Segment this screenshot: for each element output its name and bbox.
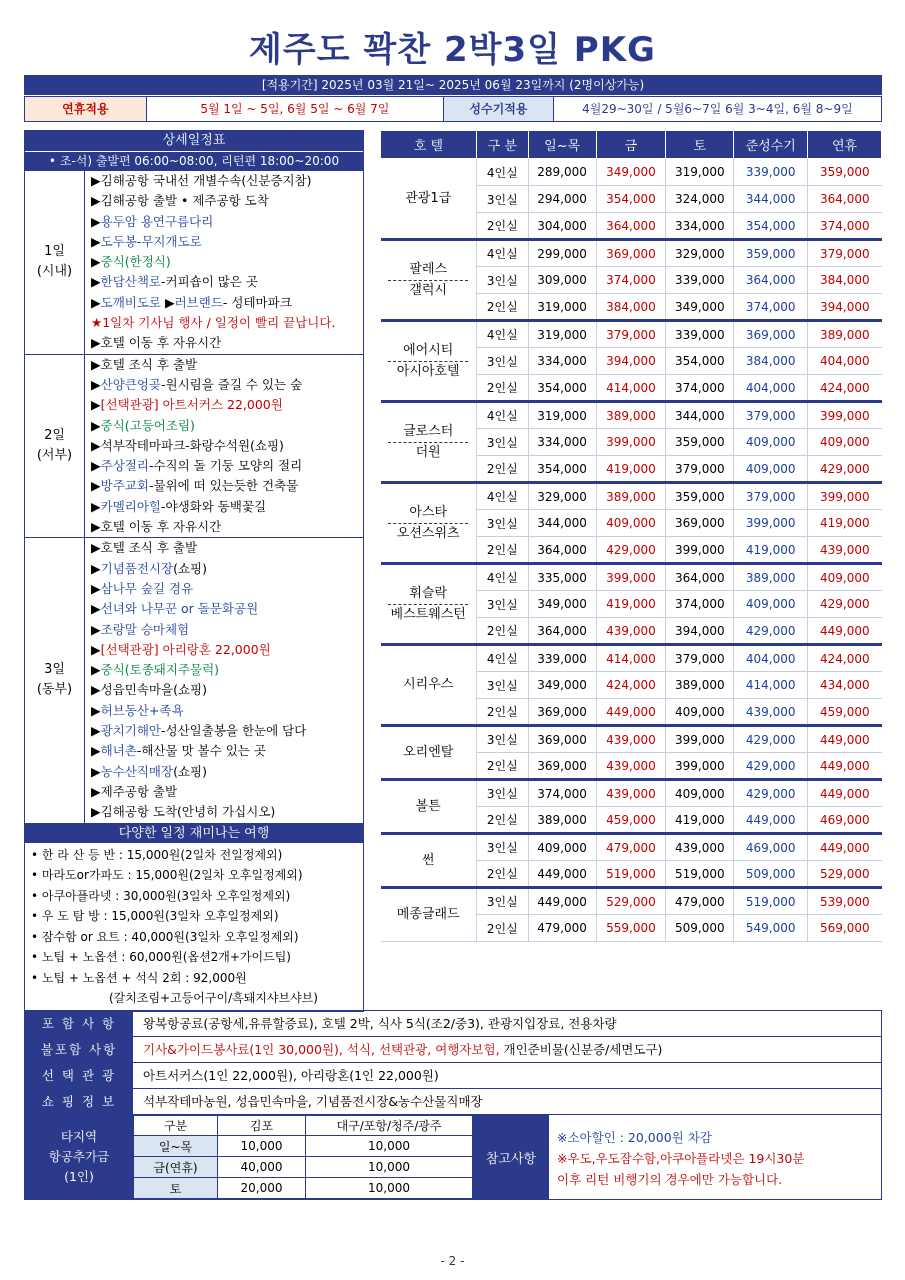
room-type: 3인실: [476, 888, 528, 915]
price-cell: 374,000: [666, 375, 734, 402]
list-item: ▶제주공항 출발: [91, 783, 178, 799]
price-cell: 399,000: [808, 402, 882, 429]
price-cell: 359,000: [666, 429, 734, 456]
price-cell: 449,000: [808, 726, 882, 753]
price-cell: 429,000: [734, 780, 808, 807]
price-cell: 449,000: [808, 618, 882, 645]
list-item: ▶호텔 이동 후 자유시간: [91, 519, 222, 535]
price-cell: 429,000: [734, 726, 808, 753]
price-cell: 389,000: [596, 483, 666, 510]
price-cell: 359,000: [808, 159, 882, 186]
price-cell: 319,000: [528, 321, 596, 348]
optional-value: 아트서커스(1인 22,000원), 아리랑혼(1인 22,000원): [143, 1068, 439, 1083]
price-cell: 399,000: [808, 483, 882, 510]
price-cell: 409,000: [734, 591, 808, 618]
price-cell: 369,000: [596, 240, 666, 267]
price-cell: 409,000: [734, 456, 808, 483]
list-item: ▶산양큰엉곶-원시림을 즐길 수 있는 숲: [91, 376, 303, 392]
price-cell: 419,000: [666, 807, 734, 834]
list-item: ▶김해공항 출발 • 제주공항 도착: [91, 193, 269, 209]
price-cell: 379,000: [596, 321, 666, 348]
col-header: 연휴: [808, 131, 882, 159]
price-cell: 449,000: [528, 888, 596, 915]
list-item: • 노팁 + 노옵션 : 60,000원(옵션2개+가이드팁): [31, 950, 291, 964]
optional-row: [25, 1063, 881, 1089]
room-type: 4인실: [476, 483, 528, 510]
price-cell: 349,000: [666, 294, 734, 321]
col-header: 김포: [218, 1116, 306, 1136]
col-header: 구 분: [476, 131, 528, 159]
price-cell: 294,000: [528, 186, 596, 213]
price-cell: 374,000: [808, 213, 882, 240]
price-cell: 399,000: [666, 537, 734, 564]
day-area: (시내): [36, 264, 73, 280]
room-type: 3인실: [476, 429, 528, 456]
price-cell: 439,000: [666, 834, 734, 861]
price-cell: 399,000: [666, 753, 734, 780]
list-item: ▶주상절리-수직의 돌 기둥 모양의 절리: [91, 458, 303, 474]
price-cell: 374,000: [596, 267, 666, 294]
price-cell: 334,000: [528, 429, 596, 456]
shopping-row: [25, 1089, 881, 1115]
holiday-label: 연휴적용: [25, 97, 147, 121]
price-cell: 379,000: [734, 402, 808, 429]
price-cell: 424,000: [808, 645, 882, 672]
room-type: 4인실: [476, 645, 528, 672]
room-type: 3인실: [476, 186, 528, 213]
list-item: ▶호텔 이동 후 자유시간: [91, 335, 222, 351]
price-cell: 379,000: [808, 240, 882, 267]
room-type: 2인실: [476, 861, 528, 888]
notice-item: ★1일차 기사님 행사 / 일정이 빨리 끝납니다.: [91, 315, 336, 331]
price-table: [380, 130, 882, 942]
price-cell: 379,000: [666, 645, 734, 672]
price-cell: 344,000: [666, 402, 734, 429]
price-cell: 439,000: [734, 699, 808, 726]
list-item: ▶선녀와 나무꾼 or 돌문화공원: [91, 601, 259, 617]
price-cell: 379,000: [666, 456, 734, 483]
hotel-name: 팔레스 갤럭시: [381, 240, 477, 321]
airfare-section: [25, 1115, 881, 1199]
room-type: 4인실: [476, 159, 528, 186]
price-cell: 404,000: [808, 348, 882, 375]
price-cell: 399,000: [596, 429, 666, 456]
price-cell: 354,000: [528, 456, 596, 483]
price-cell: 369,000: [734, 321, 808, 348]
hotel-name: 시리우스: [381, 645, 477, 726]
table-row: 토 20,000 10,000: [134, 1178, 473, 1199]
price-cell: 509,000: [734, 861, 808, 888]
table-row: [381, 321, 882, 348]
price-cell: 369,000: [528, 753, 596, 780]
price-cell: 364,000: [666, 564, 734, 591]
price-cell: 439,000: [596, 726, 666, 753]
price-cell: 429,000: [596, 537, 666, 564]
list-item: ▶중식(한정식): [91, 254, 171, 270]
list-item: ▶[선택관광] 아리랑혼 22,000원: [91, 641, 271, 657]
price-cell: 354,000: [666, 348, 734, 375]
col-header: 일~목: [528, 131, 596, 159]
price-cell: 304,000: [528, 213, 596, 240]
price-cell: 394,000: [596, 348, 666, 375]
price-cell: 349,000: [528, 672, 596, 699]
price-cell: 354,000: [596, 186, 666, 213]
room-type: 2인실: [476, 456, 528, 483]
price-cell: 519,000: [734, 888, 808, 915]
price-cell: 449,000: [528, 861, 596, 888]
hotel-name: 글로스터 더원: [381, 402, 477, 483]
application-period: [적용기간] 2025년 03월 21일~ 2025년 06월 23일까지 (2명이상가능): [24, 75, 882, 95]
list-item: ▶삼나무 숲길 경유: [91, 580, 194, 596]
price-cell: 344,000: [734, 186, 808, 213]
table-row: 일~목 10,000 10,000: [134, 1136, 473, 1157]
room-type: 2인실: [476, 537, 528, 564]
hotel-name: 휘슬락 베스트웨스턴: [381, 564, 477, 645]
room-type: 2인실: [476, 294, 528, 321]
list-item: ▶카멜리아힐-야생화와 동백꽃길: [91, 498, 267, 514]
price-cell: 349,000: [528, 591, 596, 618]
col-header: 호 텔: [381, 131, 477, 159]
excluded-value: 기사&가이드봉사료(1인 30,000원), 석식, 선택관광, 여행자보험, 개인준비물(신분증/세면도구): [143, 1042, 663, 1057]
hotel-name: 메종글래드: [381, 888, 477, 942]
day-name: 3일: [44, 662, 65, 678]
table-row: [381, 402, 882, 429]
list-item: • 우 도 탐 방 : 15,000원(3일차 오후일정제외): [31, 909, 279, 923]
holiday-bar: [24, 96, 882, 122]
price-cell: 469,000: [808, 807, 882, 834]
page-title: 제주도 꽉찬 2박3일 PKG: [249, 30, 656, 70]
room-type: 2인실: [476, 915, 528, 942]
price-cell: 404,000: [734, 375, 808, 402]
holiday-value: 5월 1일 ~ 5일, 6월 5일 ~ 6월 7일: [147, 97, 444, 121]
price-cell: 569,000: [808, 915, 882, 942]
table-row: [381, 159, 882, 186]
price-cell: 424,000: [808, 375, 882, 402]
price-cell: 369,000: [666, 510, 734, 537]
room-type: 3인실: [476, 834, 528, 861]
price-cell: 409,000: [666, 780, 734, 807]
price-cell: 409,000: [666, 699, 734, 726]
included-row: [25, 1011, 881, 1037]
list-item: ▶기념품전시장(쇼핑): [91, 560, 207, 576]
room-type: 3인실: [476, 726, 528, 753]
price-cell: 324,000: [666, 186, 734, 213]
price-cell: 409,000: [596, 510, 666, 537]
list-item: ▶성읍민속마을(쇼핑): [91, 682, 207, 698]
price-cell: 364,000: [734, 267, 808, 294]
price-cell: 384,000: [596, 294, 666, 321]
price-cell: 349,000: [596, 159, 666, 186]
hotel-name: 아스타 오션스위츠: [381, 483, 477, 564]
list-item: • 아쿠아플라넷 : 30,000원(3일차 오후일정제외): [31, 888, 291, 903]
price-cell: 439,000: [596, 753, 666, 780]
price-cell: 439,000: [596, 618, 666, 645]
hotel-name: 관광1급: [381, 159, 477, 240]
room-type: 3인실: [476, 267, 528, 294]
price-cell: 519,000: [666, 861, 734, 888]
table-row: [381, 726, 882, 753]
list-item: • 마라도or가파도 : 15,000원(2일차 오후일정제외): [31, 868, 303, 882]
price-cell: 389,000: [666, 672, 734, 699]
list-item: • 노팁 + 노옵션 + 석식 2회 : 92,000원: [31, 970, 247, 985]
price-cell: 369,000: [528, 726, 596, 753]
room-type: 3인실: [476, 348, 528, 375]
list-item: ▶해녀촌-해산물 맛 볼수 있는 곳: [91, 743, 266, 759]
price-cell: 374,000: [734, 294, 808, 321]
price-cell: 384,000: [734, 348, 808, 375]
col-header: 준성수기: [734, 131, 808, 159]
room-type: 3인실: [476, 672, 528, 699]
table-row: [381, 564, 882, 591]
list-item: ▶조랑말 승마체험: [91, 621, 190, 637]
reference-label: 참고사항: [473, 1115, 549, 1199]
peak-value: 4월29~30일 / 5월6~7일 6월 3~4일, 6월 8~9일: [554, 97, 881, 121]
table-row: [381, 834, 882, 861]
price-cell: 334,000: [528, 348, 596, 375]
price-cell: 319,000: [666, 159, 734, 186]
hotel-name: 에어시티 아시아호텔: [381, 321, 477, 402]
price-cell: 329,000: [528, 483, 596, 510]
price-cell: 409,000: [808, 564, 882, 591]
price-cell: 374,000: [528, 780, 596, 807]
col-header: 대구/포항/청주/광주: [306, 1116, 473, 1136]
room-type: 2인실: [476, 699, 528, 726]
price-cell: 409,000: [734, 429, 808, 456]
price-cell: 414,000: [596, 375, 666, 402]
price-cell: 459,000: [596, 807, 666, 834]
list-item: ▶호텔 조식 후 출발: [91, 356, 198, 372]
day-area: (동부): [36, 682, 73, 698]
list-item: ▶중식(고등어조림): [91, 417, 195, 433]
col-header: 토: [666, 131, 734, 159]
price-cell: 419,000: [808, 510, 882, 537]
price-cell: 389,000: [808, 321, 882, 348]
list-item: ▶도두봉-무지개도로: [91, 233, 202, 249]
excluded-label: 불포함 사항: [25, 1037, 133, 1062]
day-1: [25, 170, 363, 354]
room-type: 2인실: [476, 375, 528, 402]
day-name: 1일: [44, 244, 65, 260]
list-item: • 잠수함 or 요트 : 40,000원(3일차 오후일정제외): [31, 929, 299, 944]
price-cell: 414,000: [596, 645, 666, 672]
price-cell: 335,000: [528, 564, 596, 591]
price-cell: 389,000: [596, 402, 666, 429]
price-cell: 559,000: [596, 915, 666, 942]
list-item: ▶도깨비도로 ▶러브랜드- 성테마파크: [91, 294, 292, 310]
table-row: [381, 483, 882, 510]
day-2: [25, 354, 363, 538]
price-cell: 424,000: [596, 672, 666, 699]
price-cell: 549,000: [734, 915, 808, 942]
optional-label: 선 택 관 광: [25, 1063, 133, 1088]
table-row: [381, 240, 882, 267]
price-cell: 364,000: [528, 537, 596, 564]
airfare-table: [133, 1115, 473, 1199]
hotel-name: 볼튼: [381, 780, 477, 834]
price-cell: 319,000: [528, 402, 596, 429]
room-type: 3인실: [476, 510, 528, 537]
table-row: [381, 780, 882, 807]
price-cell: 409,000: [808, 429, 882, 456]
list-item: ▶[선택관광] 아트서커스 22,000원: [91, 397, 283, 413]
price-cell: 449,000: [734, 807, 808, 834]
schedule-header: 상세일정표: [25, 131, 363, 151]
price-cell: 479,000: [666, 888, 734, 915]
price-cell: 429,000: [734, 618, 808, 645]
reference-notes: ※소아할인 : 20,000원 차감 ※우도,우도잠수함,아쿠아플라넷은 19시30분 이후 리턴 비행기의 경우에만 가능합니다.: [557, 1130, 805, 1187]
price-cell: 344,000: [528, 510, 596, 537]
price-cell: 459,000: [808, 699, 882, 726]
price-cell: 409,000: [528, 834, 596, 861]
airfare-label: 타지역 항공추가금 (1인): [25, 1115, 133, 1199]
price-cell: 419,000: [596, 591, 666, 618]
day-area: (서부): [36, 448, 73, 463]
price-cell: 519,000: [596, 861, 666, 888]
room-type: 4인실: [476, 564, 528, 591]
price-cell: 479,000: [596, 834, 666, 861]
price-cell: 509,000: [666, 915, 734, 942]
price-cell: 399,000: [666, 726, 734, 753]
list-item: ▶용두암 용연구름다리: [91, 213, 214, 229]
day-3: [25, 537, 363, 822]
list-item: ▶김해공항 국내선 개별수속(신분증지참): [91, 173, 312, 188]
price-cell: 449,000: [808, 753, 882, 780]
table-row: [381, 888, 882, 915]
list-item: ▶석부작테마파크-화랑수석원(쇼핑): [91, 437, 284, 453]
list-item: ▶한담산책로-커피숍이 많은 곳: [91, 274, 258, 290]
table-row: 금(연휴) 40,000 10,000: [134, 1157, 473, 1178]
price-cell: 429,000: [734, 753, 808, 780]
schedule-sub: • 조-석) 출발편 06:00~08:00, 리턴편 18:00~20:00: [25, 151, 363, 170]
price-cell: 389,000: [734, 564, 808, 591]
price-cell: 394,000: [666, 618, 734, 645]
hotel-name: 썬: [381, 834, 477, 888]
list-item: ▶허브동산+족욕: [91, 702, 184, 718]
price-cell: 434,000: [808, 672, 882, 699]
excluded-row: [25, 1037, 881, 1063]
list-item: ▶농수산직매장(쇼핑): [91, 763, 207, 779]
price-cell: 399,000: [596, 564, 666, 591]
price-cell: 439,000: [596, 780, 666, 807]
room-type: 2인실: [476, 807, 528, 834]
price-cell: 334,000: [666, 213, 734, 240]
price-cell: 289,000: [528, 159, 596, 186]
price-cell: 389,000: [528, 807, 596, 834]
price-cell: 364,000: [528, 618, 596, 645]
day-name: 2일: [44, 428, 65, 443]
page-number: - 2 -: [440, 1254, 465, 1268]
shopping-value: 석부작테마농원, 성읍민속마을, 기념품전시장&농수산물직매장: [143, 1094, 483, 1109]
price-cell: 339,000: [734, 159, 808, 186]
schedule-box: [24, 130, 364, 1012]
price-cell: 364,000: [596, 213, 666, 240]
col-header: 구분: [134, 1116, 218, 1136]
price-cell: 309,000: [528, 267, 596, 294]
list-item: • 한 라 산 등 반 : 15,000원(2일차 전일정제외): [31, 847, 283, 862]
price-cell: 319,000: [528, 294, 596, 321]
hotel-name: 오리엔탈: [381, 726, 477, 780]
price-cell: 419,000: [734, 537, 808, 564]
price-cell: 529,000: [596, 888, 666, 915]
room-type: 2인실: [476, 213, 528, 240]
price-cell: 369,000: [528, 699, 596, 726]
price-cell: 449,000: [808, 780, 882, 807]
price-cell: 479,000: [528, 915, 596, 942]
price-cell: 354,000: [528, 375, 596, 402]
price-cell: 339,000: [666, 321, 734, 348]
room-type: 2인실: [476, 618, 528, 645]
price-cell: 359,000: [666, 483, 734, 510]
info-box: [24, 1010, 882, 1200]
peak-label: 성수기적용: [444, 97, 554, 121]
price-cell: 339,000: [528, 645, 596, 672]
price-cell: 449,000: [808, 834, 882, 861]
price-cell: 394,000: [808, 294, 882, 321]
price-cell: 414,000: [734, 672, 808, 699]
room-type: 3인실: [476, 780, 528, 807]
table-row: [381, 645, 882, 672]
room-type: 4인실: [476, 321, 528, 348]
price-cell: 379,000: [734, 483, 808, 510]
price-cell: 529,000: [808, 861, 882, 888]
included-label: 포 함 사 항: [25, 1011, 133, 1036]
price-cell: 364,000: [808, 186, 882, 213]
room-type: 4인실: [476, 240, 528, 267]
price-header-row: [381, 131, 882, 159]
list-item: ▶김해공항 도착(안녕히 가십시오): [91, 804, 276, 820]
price-cell: 404,000: [734, 645, 808, 672]
price-cell: 384,000: [808, 267, 882, 294]
room-type: 2인실: [476, 753, 528, 780]
price-cell: 374,000: [666, 591, 734, 618]
col-header: 금: [596, 131, 666, 159]
included-value: 왕복항공료(공항세,유류할증료), 호텔 2박, 식사 5식(조2/중3), 관광지입장료, 전용차량: [143, 1016, 617, 1031]
price-cell: 329,000: [666, 240, 734, 267]
price-cell: 469,000: [734, 834, 808, 861]
list-item: (갈치조림+고등어구이/흑돼지샤브샤브): [109, 991, 318, 1005]
price-cell: 539,000: [808, 888, 882, 915]
price-cell: 429,000: [808, 591, 882, 618]
price-cell: 399,000: [734, 510, 808, 537]
list-item: ▶중식(토종돼지주물럭): [91, 662, 220, 678]
list-item: ▶방주교회-물위에 떠 있는듯한 건축물: [91, 478, 299, 494]
price-cell: 359,000: [734, 240, 808, 267]
room-type: 3인실: [476, 591, 528, 618]
price-cell: 439,000: [808, 537, 882, 564]
list-item: ▶광치기해안-성산일출봉을 한눈에 담다: [91, 723, 307, 739]
price-cell: 299,000: [528, 240, 596, 267]
price-cell: 449,000: [596, 699, 666, 726]
price-cell: 339,000: [666, 267, 734, 294]
price-cell: 419,000: [596, 456, 666, 483]
price-cell: 429,000: [808, 456, 882, 483]
extra-list: [25, 843, 363, 1011]
list-item: ▶호텔 조식 후 출발: [91, 540, 198, 556]
extra-header: 다양한 일정 재미나는 여행: [25, 823, 363, 843]
room-type: 4인실: [476, 402, 528, 429]
shopping-label: 쇼 핑 정 보: [25, 1089, 133, 1114]
price-cell: 354,000: [734, 213, 808, 240]
